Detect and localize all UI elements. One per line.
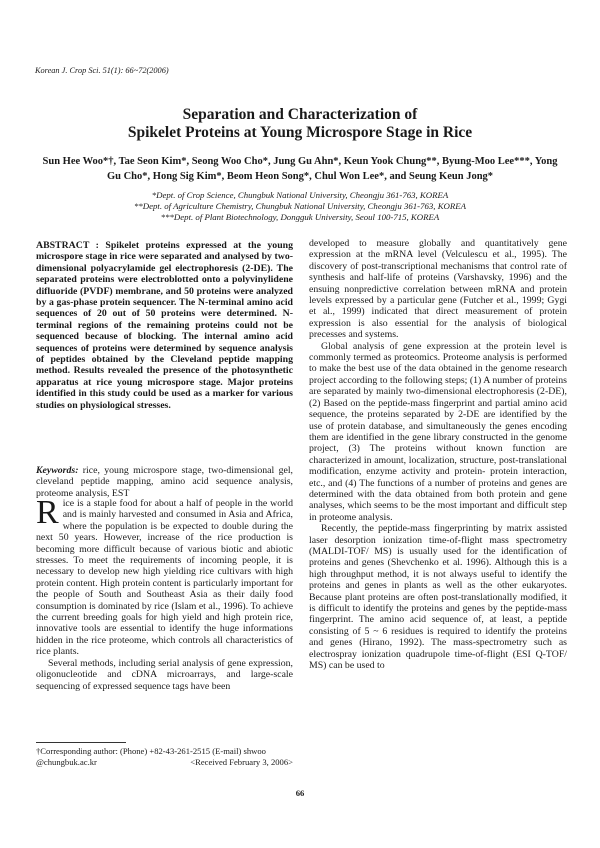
abstract [36, 240, 293, 411]
drop-cap: R [36, 494, 59, 531]
journal-citation: Korean J. Crop Sci. 51(1): 66~72(2006) [35, 66, 169, 75]
corresponding-author-footnote [36, 746, 293, 767]
keywords-label: Keywords: [36, 465, 79, 476]
affiliation-3: ***Dept. of Plant Biotechnology, Dongguk University, Seoul 100-715, KOREA [160, 212, 440, 222]
keywords [36, 465, 293, 499]
paper-title-line-2: Spikelet Proteins at Young Microspore Stage in Rice [127, 124, 473, 141]
footnote-email-domain: @chungbuk.ac.kr [36, 756, 97, 767]
right-paragraph-3: Recently, the peptide-mass fingerprinting by matrix assisted laser desorption ionization time-of-flight mass spectrometry (MALDI-TOF/ MS) is usually used for the identification of proteins and genes (Shevchenko et al. 1996). Although this is a high throughput method, it is not always useful to identify the proteins and genes in plants as well as the other eukaryotes. Because plant proteins are often post-translationally modified, it is difficult to identify the proteins and genes by the peptide-mass fingerprint. The amino acid sequence of, at least, a peptide consisting of 5 ~ 6 residues is required to identify the proteins and genes (Hirano, 1992). The mass-spectrometry such as electrospray ionization quadrupole time-of-flight (ESI Q-TOF/ MS) can be used to [309, 523, 567, 672]
right-column [309, 238, 567, 671]
affiliation-1: *Dept. of Crop Science, Chungbuk National University, Cheongju 361-763, KOREA [151, 190, 449, 200]
intro-paragraph-1 [36, 494, 293, 658]
abstract-label: ABSTRACT : [36, 240, 99, 251]
intro-paragraph-2: Several methods, including serial analysis of gene expression, oligonucleotide and cDNA microarrays, and large-scale sequencing of expressed sequence tags have been [36, 657, 293, 692]
affiliation-2: **Dept. of Agriculture Chemistry, Chungbuk National University, Cheongju 361-763, KOREA [133, 201, 467, 211]
introduction-left-column [36, 494, 293, 692]
page-number: 66 [295, 788, 305, 798]
right-paragraph-1: developed to measure globally and quantitatively gene expression at the mRNA level (Velculescu et al., 1995). The discovery of post-transcriptional mechanisms that control rate of synthesis and half-life of proteins (Varshavsky, 1996) and the ensuing nonpredictive correlation between mRNA and protein levels expressed by a particular gene (Futcher et al., 1999; Gygi et al., 1999) indicated that direct measurement of protein expression is also essential for the analysis of biological precesses and systems. [309, 238, 567, 341]
paper-title-line-1: Separation and Characterization of [182, 106, 418, 123]
received-date: <Received February 3, 2006> [190, 756, 293, 767]
footnote-divider [36, 742, 126, 743]
right-paragraph-2: Global analysis of gene expression at the protein level is commonly termed as proteomics. Proteome analysis is performed to make the best use of the data obtained in the genome research project according to the following steps; (1) A number of proteins are separated by mainly two-dimensional electrophoresis (2-DE), (2) Based on the peptide-mass fingerprint and partial amino acid sequence, the proteins separated by 2-DE are identified by the use of protein database, and simultaneously the genes encoding them are identified in the gene library constructed in the genome project, (3) The proteins without known function are characterized in amount, localization, structure, post-translational modification, enzyme activity and protein- protein interaction, etc., and (4) The functions of a number of proteins and genes are determined with the data obtained from both protein and gene analyses, which seems to be the most important and difficult step in proteome analysis. [309, 340, 567, 523]
abstract-text: Spikelet proteins expressed at the young microspore stage in rice were separated and analysed by two-dimensional polyacrylamide gel electrophoresis (2-DE). The separated proteins were electroblotted onto a polyvinylidene difluoride (PVDF) membrane, and 50 proteins were analyzed by a gas-phase protein sequencer. The N-terminal amino acid sequences of 20 out of 50 proteins were determined. N-terminal regions of the remaining proteins could not be sequenced because of blocking. The internal amino acid sequences of proteins were determined by sequence analysis of peptides obtained by the Cleveland peptide mapping method. Results revealed the presence of the photosynthetic apparatus at rice young microspore stage. Major proteins identified in this study could be used as a marker for various studies on physiological stresses. [36, 240, 293, 411]
footnote-line-1: †Corresponding author: (Phone) +82-43-261-2515 (E-mail) shwoo [36, 746, 266, 756]
author-list: Sun Hee Woo*†, Tae Seon Kim*, Seong Woo Cho*, Jung Gu Ahn*, Keun Yook Chung**, Byung-Moo Lee***, Yong Gu Cho*, Hong Sig Kim*, Beom Heon Song*, Chul Won Lee*, and Seung Keun Jong* [42, 156, 558, 182]
intro-paragraph-1-text: ice is a staple food for about a half of people in the world and is mainly harvested and consumed in Asia and Africa, where the population is be expected to double during the next 50 years. However, increase of the rice production is becoming more difficult because of various biotic and abiotic stresses. To meet the requirements of incoming people, it is necessary to develop new high yielding rice cultivars with high protein content. High protein content is particularly important for the people of South and Southeast Asia as their daily food consumption is dominated by rice (Islam et al., 1996). To achieve the current breeding goals for high yield and high protein rice, innovative tools are essential to identify the huge informations hidden in the rice proteome, which controls all characteristics of rice plants. [36, 498, 293, 658]
keywords-text: rice, young microspore stage, two-dimensional gel, cleveland peptide mapping, amino acid sequence analysis, proteome analysis, EST [36, 465, 293, 499]
